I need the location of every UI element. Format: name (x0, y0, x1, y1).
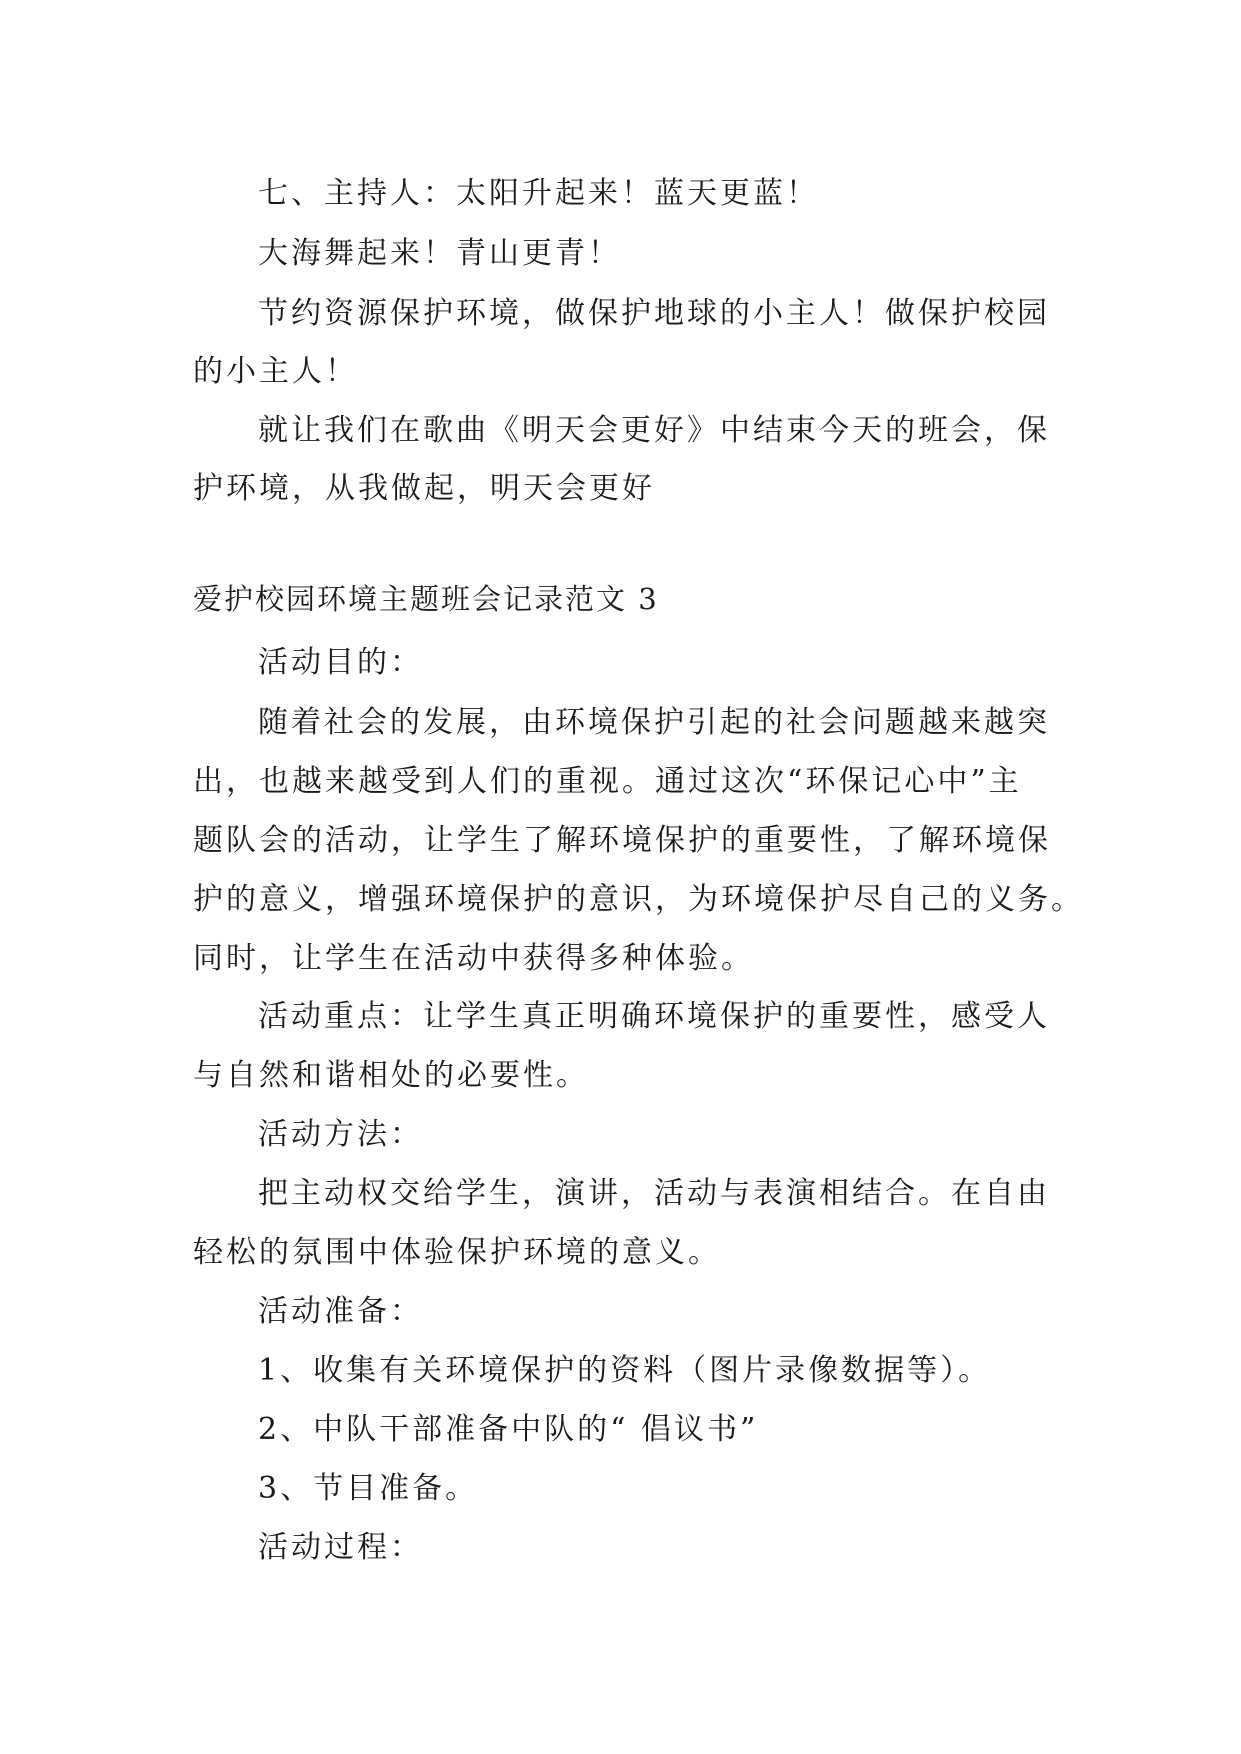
paragraph-line: 活动重点：让学生真正明确环境保护的重要性，感受人 (258, 999, 1050, 1034)
paragraph-line: 护环境，从我做起，明天会更好 (193, 471, 655, 506)
paragraph-line: 护的意义，增强环境保护的意识，为环境保护尽自己的义务。 (193, 882, 1084, 917)
paragraph-line: 题队会的活动，让学生了解环境保护的重要性，了解环境保 (193, 823, 1051, 858)
list-item: 3、节目准备。 (258, 1471, 479, 1506)
paragraph-line: 的小主人！ (193, 354, 358, 389)
heading-activity-purpose: 活动目的： (258, 645, 423, 680)
paragraph-line: 轻松的氛围中体验保护环境的意义。 (193, 1235, 721, 1270)
paragraph-line: 与自然和谐相处的必要性。 (193, 1058, 589, 1093)
paragraph-line: 节约资源保护环境，做保护地球的小主人！做保护校园 (258, 296, 1050, 331)
sea-line: 大海舞起来！青山更青！ (258, 236, 621, 271)
list-item: 2、中队干部准备中队的“ 倡议书” (258, 1412, 759, 1447)
heading-activity-process: 活动过程： (258, 1530, 423, 1565)
paragraph-line: 把主动权交给学生，演讲，活动与表演相结合。在自由 (258, 1176, 1050, 1211)
heading-activity-preparation: 活动准备： (258, 1294, 423, 1329)
paragraph-line: 随着社会的发展，由环境保护引起的社会问题越来越突 (258, 705, 1050, 740)
paragraph-line: 就让我们在歌曲《明天会更好》中结束今天的班会，保 (258, 413, 1050, 448)
paragraph-line: 同时，让学生在活动中获得多种体验。 (193, 941, 754, 976)
paragraph-line: 出，也越来越受到人们的重视。通过这次“环保记心中”主 (193, 764, 1022, 799)
heading-activity-method: 活动方法： (258, 1117, 423, 1152)
host-line: 七、主持人：太阳升起来！蓝天更蓝！ (258, 176, 819, 211)
list-item: 1、收集有关环境保护的资料（图片录像数据等）。 (258, 1353, 992, 1388)
section-title: 爱护校园环境主题班会记录范文 3 (193, 582, 659, 616)
